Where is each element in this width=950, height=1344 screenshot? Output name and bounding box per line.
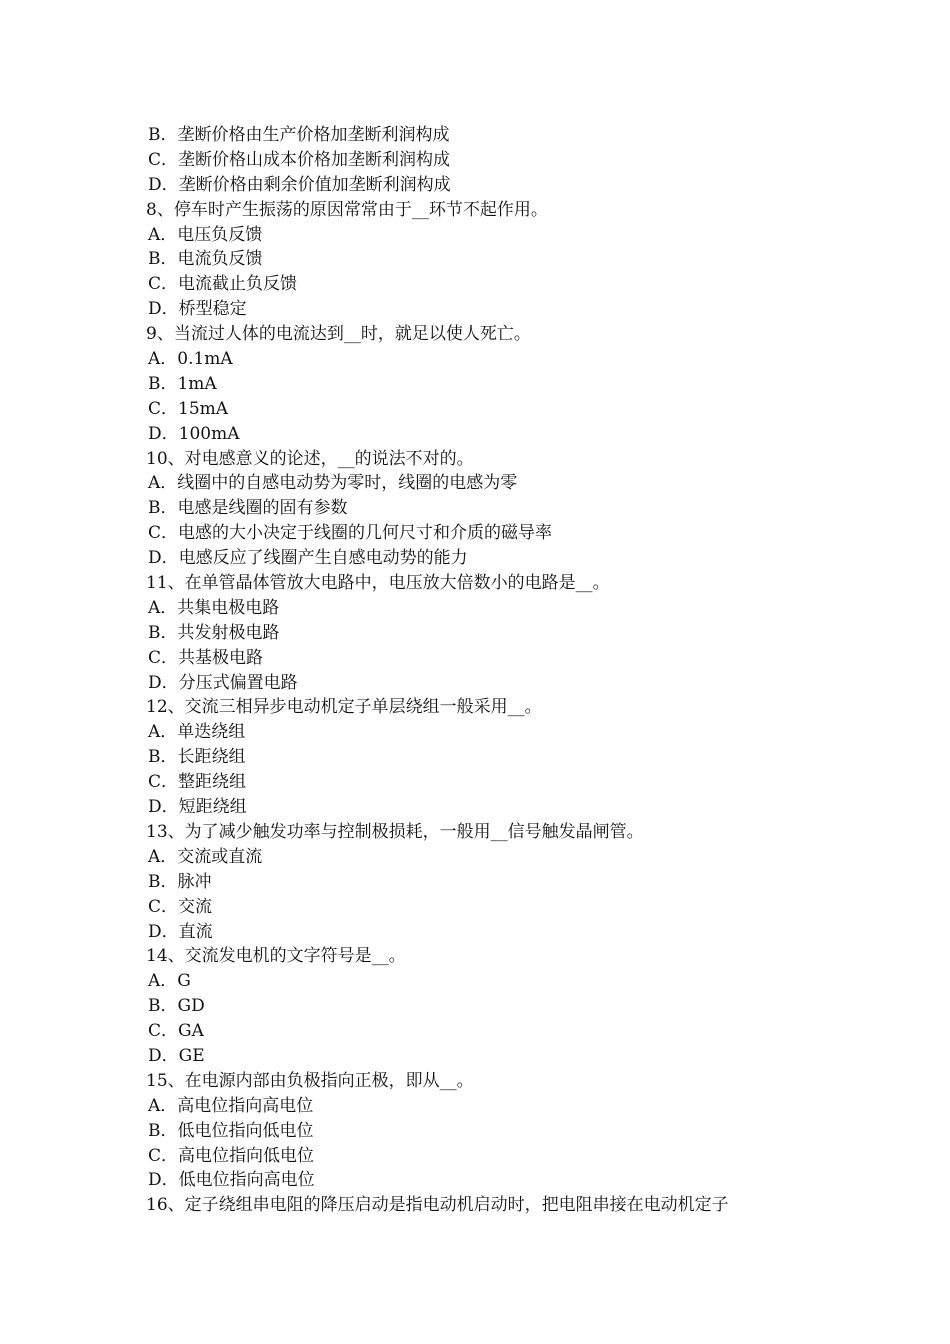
answer-option: A．线圈中的自感电动势为零时，线圈的电感为零 xyxy=(148,473,518,494)
answer-option: C．电流截止负反馈 xyxy=(148,274,298,295)
answer-option: C．15mA xyxy=(148,398,229,419)
answer-option: C．共基极电路 xyxy=(148,647,264,668)
answer-option: D．电感反应了线圈产生自感电动势的能力 xyxy=(148,548,468,569)
question-text-body xyxy=(146,123,866,1218)
answer-option: D．100mA xyxy=(148,423,240,444)
answer-option: C．交流 xyxy=(148,896,213,917)
answer-option: B．垄断价格由生产价格加垄断利润构成 xyxy=(148,125,450,145)
answer-option: B．共发射极电路 xyxy=(148,622,280,643)
answer-option: B．1mA xyxy=(148,373,217,394)
answer-option: C．垄断价格山成本价格加垄断利润构成 xyxy=(148,149,451,170)
answer-option: B．脉冲 xyxy=(148,871,212,892)
answer-option: C．GA xyxy=(148,1021,204,1042)
answer-option: B．GD xyxy=(148,996,205,1017)
answer-option: A．单迭绕组 xyxy=(148,722,246,743)
question-stem: 11、在单管晶体管放大电路中，电压放大倍数小的电路是__。 xyxy=(146,573,610,594)
answer-option: D．直流 xyxy=(148,921,213,942)
question-stem: 10、对电感意义的论述，__的说法不对的。 xyxy=(146,448,474,469)
answer-option: A．共集电极电路 xyxy=(148,597,280,618)
question-stem: 13、为了减少触发功率与控制极损耗，一般用__信号触发晶闸管。 xyxy=(146,821,644,842)
answer-option: A．G xyxy=(148,971,191,992)
answer-option: A．电压负反馈 xyxy=(148,224,263,245)
answer-option: D．桥型稳定 xyxy=(148,299,247,320)
answer-option: A．0.1mA xyxy=(148,349,233,370)
answer-option: B．电感是线圈的固有参数 xyxy=(148,498,348,519)
answer-option: C．高电位指向低电位 xyxy=(148,1145,315,1166)
answer-option: A．交流或直流 xyxy=(148,846,263,867)
answer-option: A．高电位指向高电位 xyxy=(148,1095,314,1116)
question-stem: 9、当流过人体的电流达到__时，就足以使人死亡。 xyxy=(146,324,531,345)
question-stem: 8、停车时产生振荡的原因常常由于__环节不起作用。 xyxy=(146,199,548,220)
question-stem: 15、在电源内部由负极指向正极，即从__。 xyxy=(146,1070,474,1091)
question-stem: 16、定子绕组串电阻的降压启动是指电动机启动时，把电阻串接在电动机定子 xyxy=(146,1195,729,1216)
answer-option: D．低电位指向高电位 xyxy=(148,1170,315,1191)
answer-option: B．电流负反馈 xyxy=(148,249,263,270)
question-stem: 12、交流三相异步电动机定子单层绕组一般采用__。 xyxy=(146,697,542,718)
question-stem: 14、交流发电机的文字符号是__。 xyxy=(146,946,406,967)
answer-option: D．短距绕组 xyxy=(148,797,247,818)
answer-option: D．GE xyxy=(148,1045,205,1066)
answer-option: B．长距绕组 xyxy=(148,747,246,768)
answer-option: C．整距绕组 xyxy=(148,772,247,793)
answer-option: C．电感的大小决定于线圈的几何尺寸和介质的磁导率 xyxy=(148,523,553,544)
answer-option: D．分压式偏置电路 xyxy=(148,672,298,693)
answer-option: D．垄断价格由剩余价值加垄断利润构成 xyxy=(148,174,451,195)
answer-option: B．低电位指向低电位 xyxy=(148,1120,314,1141)
